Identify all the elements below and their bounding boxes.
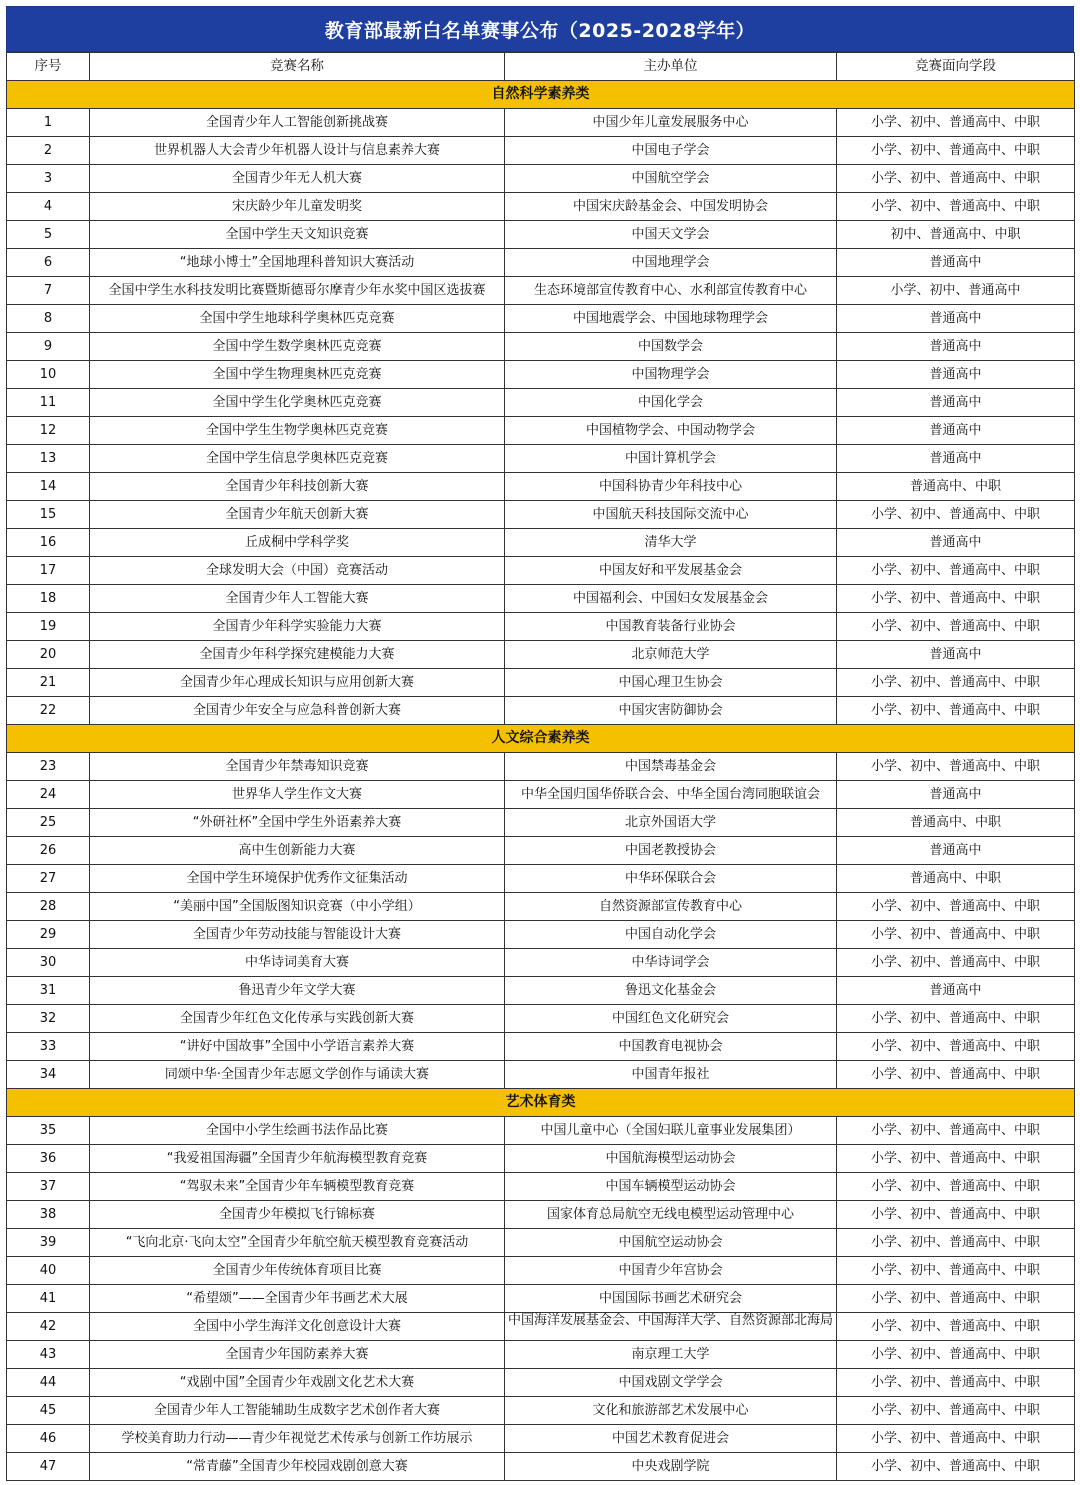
table-row [7,1397,1075,1425]
cell-organizer: 中国福利会、中国妇女发展基金会 [505,585,837,613]
table-row [7,781,1075,809]
cell-competition-name: “外研社杯”全国中学生外语素养大赛 [90,809,505,837]
cell-school-level: 小学、初中、普通高中、中职 [837,1201,1075,1229]
table-row [7,417,1075,445]
cell-school-level: 小学、初中、普通高中、中职 [837,1425,1075,1453]
cell-index: 46 [7,1425,90,1453]
cell-competition-name: 全国中学生物理奥林匹克竞赛 [90,361,505,389]
cell-organizer: 中国地震学会、中国地球物理学会 [505,305,837,333]
cell-competition-name: 同颂中华·全国青少年志愿文学创作与诵读大赛 [90,1061,505,1089]
table-row [7,557,1075,585]
cell-school-level: 小学、初中、普通高中、中职 [837,137,1075,165]
table-row [7,1313,1075,1341]
page-title: 教育部最新白名单赛事公布（2025-2028学年） [6,6,1074,52]
cell-competition-name: 全国青少年科技创新大赛 [90,473,505,501]
table-row [7,529,1075,557]
cell-index: 18 [7,585,90,613]
cell-competition-name: 宋庆龄少年儿童发明奖 [90,193,505,221]
cell-competition-name: 全国中学生水科技发明比赛暨斯德哥尔摩青少年水奖中国区选拔赛 [90,277,505,305]
cell-school-level: 小学、初中、普通高中、中职 [837,165,1075,193]
cell-organizer: 中国艺术教育促进会 [505,1425,837,1453]
cell-organizer: 中国教育装备行业协会 [505,613,837,641]
cell-index: 11 [7,389,90,417]
cell-competition-name: “美丽中国”全国版图知识竞赛（中小学组） [90,893,505,921]
cell-organizer: 中国青少年宫协会 [505,1257,837,1285]
cell-competition-name: “飞向北京·飞向太空”全国青少年航空航天模型教育竞赛活动 [90,1229,505,1257]
cell-index: 39 [7,1229,90,1257]
cell-index: 8 [7,305,90,333]
table-row [7,1229,1075,1257]
cell-organizer: 鲁迅文化基金会 [505,977,837,1005]
cell-school-level: 小学、初中、普通高中、中职 [837,949,1075,977]
cell-school-level: 小学、初中、普通高中、中职 [837,1257,1075,1285]
cell-school-level: 小学、初中、普通高中、中职 [837,921,1075,949]
cell-competition-name: 全国中学生信息学奥林匹克竞赛 [90,445,505,473]
table-row [7,921,1075,949]
cell-index: 17 [7,557,90,585]
cell-organizer: 中国地理学会 [505,249,837,277]
cell-competition-name: “希望颂”——全国青少年书画艺术大展 [90,1285,505,1313]
table-row [7,1117,1075,1145]
table-row [7,193,1075,221]
cell-index: 30 [7,949,90,977]
table-row [7,389,1075,417]
cell-organizer: 中国电子学会 [505,137,837,165]
cell-index: 38 [7,1201,90,1229]
cell-school-level: 普通高中 [837,361,1075,389]
cell-competition-name: 全国青少年心理成长知识与应用创新大赛 [90,669,505,697]
cell-competition-name: 全球发明大会（中国）竞赛活动 [90,557,505,585]
cell-organizer: 中国植物学会、中国动物学会 [505,417,837,445]
cell-index: 6 [7,249,90,277]
cell-index: 5 [7,221,90,249]
cell-school-level: 小学、初中、普通高中、中职 [837,1061,1075,1089]
cell-school-level: 小学、初中、普通高中、中职 [837,1005,1075,1033]
cell-school-level: 小学、初中、普通高中、中职 [837,1313,1075,1341]
cell-school-level: 小学、初中、普通高中、中职 [837,1117,1075,1145]
cell-index: 9 [7,333,90,361]
cell-school-level: 普通高中 [837,837,1075,865]
cell-index: 23 [7,753,90,781]
cell-competition-name: 世界机器人大会青少年机器人设计与信息素养大赛 [90,137,505,165]
cell-organizer: 北京外国语大学 [505,809,837,837]
table-row [7,361,1075,389]
cell-competition-name: 全国青少年禁毒知识竞赛 [90,753,505,781]
table-row [7,501,1075,529]
cell-index: 22 [7,697,90,725]
table-row [7,1033,1075,1061]
table-row [7,1201,1075,1229]
cell-index: 32 [7,1005,90,1033]
cell-competition-name: 全国中学生化学奥林匹克竞赛 [90,389,505,417]
table-row [7,1453,1075,1481]
table-row [7,221,1075,249]
cell-organizer: 中国禁毒基金会 [505,753,837,781]
table-row [7,305,1075,333]
cell-index: 41 [7,1285,90,1313]
cell-school-level: 小学、初中、普通高中、中职 [837,1173,1075,1201]
cell-index: 29 [7,921,90,949]
competition-table [6,52,1075,1481]
cell-organizer: 中国戏剧文学学会 [505,1369,837,1397]
cell-school-level: 小学、初中、普通高中、中职 [837,501,1075,529]
table-row [7,809,1075,837]
table-row [7,1145,1075,1173]
table-row [7,333,1075,361]
table-row [7,1285,1075,1313]
cell-index: 36 [7,1145,90,1173]
cell-school-level: 小学、初中、普通高中、中职 [837,557,1075,585]
cell-school-level: 小学、初中、普通高中、中职 [837,1369,1075,1397]
cell-school-level: 普通高中 [837,249,1075,277]
cell-school-level: 小学、初中、普通高中、中职 [837,1145,1075,1173]
table-row [7,669,1075,697]
table-row [7,1173,1075,1201]
table-row [7,1369,1075,1397]
cell-school-level: 小学、初中、普通高中、中职 [837,1033,1075,1061]
cell-competition-name: 全国青少年航天创新大赛 [90,501,505,529]
cell-organizer: 中华诗词学会 [505,949,837,977]
cell-organizer: 中国教育电视协会 [505,1033,837,1061]
cell-competition-name: 全国中小学生绘画书法作品比赛 [90,1117,505,1145]
cell-competition-name: “讲好中国故事”全国中小学语言素养大赛 [90,1033,505,1061]
table-row [7,1341,1075,1369]
cell-competition-name: “我爱祖国海疆”全国青少年航海模型教育竞赛 [90,1145,505,1173]
cell-school-level: 小学、初中、普通高中、中职 [837,585,1075,613]
cell-organizer: 中国数学会 [505,333,837,361]
cell-school-level: 小学、初中、普通高中、中职 [837,193,1075,221]
cell-index: 14 [7,473,90,501]
table-body [7,81,1075,1481]
cell-index: 20 [7,641,90,669]
cell-organizer: 中央戏剧学院 [505,1453,837,1481]
cell-school-level: 小学、初中、普通高中、中职 [837,1229,1075,1257]
cell-competition-name: 全国青少年人工智能大赛 [90,585,505,613]
table-row [7,641,1075,669]
cell-index: 19 [7,613,90,641]
cell-organizer: 中国海洋发展基金会、中国海洋大学、自然资源部北海局 [505,1313,837,1341]
cell-school-level: 普通高中 [837,781,1075,809]
cell-organizer: 中华全国归国华侨联合会、中华全国台湾同胞联谊会 [505,781,837,809]
cell-index: 2 [7,137,90,165]
cell-competition-name: “戏剧中国”全国青少年戏剧文化艺术大赛 [90,1369,505,1397]
category-label: 自然科学素养类 [7,81,1075,109]
cell-school-level: 普通高中、中职 [837,473,1075,501]
cell-organizer: 中国老教授协会 [505,837,837,865]
cell-organizer: 中国航天科技国际交流中心 [505,501,837,529]
cell-index: 35 [7,1117,90,1145]
cell-index: 4 [7,193,90,221]
table-row [7,249,1075,277]
cell-organizer: 文化和旅游部艺术发展中心 [505,1397,837,1425]
cell-organizer: 北京师范大学 [505,641,837,669]
cell-organizer: 中国天文学会 [505,221,837,249]
cell-school-level: 小学、初中、普通高中、中职 [837,697,1075,725]
table-row [7,697,1075,725]
cell-index: 40 [7,1257,90,1285]
cell-organizer: 中国航空运动协会 [505,1229,837,1257]
category-row [7,725,1075,753]
cell-school-level: 小学、初中、普通高中、中职 [837,1285,1075,1313]
cell-index: 31 [7,977,90,1005]
cell-competition-name: 世界华人学生作文大赛 [90,781,505,809]
cell-competition-name: 中华诗词美育大赛 [90,949,505,977]
cell-competition-name: “地球小博士”全国地理科普知识大赛活动 [90,249,505,277]
table-row [7,753,1075,781]
cell-organizer: 中国灾害防御协会 [505,697,837,725]
cell-index: 44 [7,1369,90,1397]
whitelist-sheet [6,6,1074,1481]
cell-school-level: 小学、初中、普通高中、中职 [837,753,1075,781]
cell-index: 7 [7,277,90,305]
cell-index: 47 [7,1453,90,1481]
cell-organizer: 南京理工大学 [505,1341,837,1369]
cell-organizer: 中国国际书画艺术研究会 [505,1285,837,1313]
cell-index: 15 [7,501,90,529]
cell-index: 12 [7,417,90,445]
cell-index: 1 [7,109,90,137]
header-competition-name: 竞赛名称 [90,53,505,81]
category-label: 人文综合素养类 [7,725,1075,753]
cell-school-level: 小学、初中、普通高中、中职 [837,1341,1075,1369]
cell-school-level: 小学、初中、普通高中、中职 [837,893,1075,921]
category-row [7,1089,1075,1117]
header-organizer: 主办单位 [505,53,837,81]
cell-index: 42 [7,1313,90,1341]
cell-index: 13 [7,445,90,473]
cell-school-level: 小学、初中、普通高中 [837,277,1075,305]
cell-competition-name: 全国中小学生海洋文化创意设计大赛 [90,1313,505,1341]
cell-index: 25 [7,809,90,837]
cell-school-level: 普通高中 [837,389,1075,417]
cell-school-level: 普通高中 [837,641,1075,669]
cell-index: 26 [7,837,90,865]
cell-index: 3 [7,165,90,193]
table-row [7,109,1075,137]
cell-competition-name: 鲁迅青少年文学大赛 [90,977,505,1005]
cell-index: 34 [7,1061,90,1089]
cell-index: 21 [7,669,90,697]
header-school-level: 竞赛面向学段 [837,53,1075,81]
cell-competition-name: 全国青少年人工智能创新挑战赛 [90,109,505,137]
cell-competition-name: 高中生创新能力大赛 [90,837,505,865]
cell-organizer: 中国车辆模型运动协会 [505,1173,837,1201]
cell-organizer: 中国航海模型运动协会 [505,1145,837,1173]
cell-school-level: 小学、初中、普通高中、中职 [837,669,1075,697]
table-row [7,277,1075,305]
cell-competition-name: 丘成桐中学科学奖 [90,529,505,557]
cell-school-level: 普通高中 [837,977,1075,1005]
cell-organizer: 自然资源部宣传教育中心 [505,893,837,921]
category-label: 艺术体育类 [7,1089,1075,1117]
cell-organizer: 中国计算机学会 [505,445,837,473]
category-row [7,81,1075,109]
cell-competition-name: 全国青少年劳动技能与智能设计大赛 [90,921,505,949]
cell-school-level: 普通高中 [837,529,1075,557]
cell-school-level: 初中、普通高中、中职 [837,221,1075,249]
table-row [7,893,1075,921]
header-index: 序号 [7,53,90,81]
cell-organizer: 中国少年儿童发展服务中心 [505,109,837,137]
cell-organizer: 生态环境部宣传教育中心、水利部宣传教育中心 [505,277,837,305]
cell-organizer: 清华大学 [505,529,837,557]
cell-school-level: 普通高中 [837,305,1075,333]
cell-competition-name: 全国中学生环境保护优秀作文征集活动 [90,865,505,893]
cell-school-level: 小学、初中、普通高中、中职 [837,109,1075,137]
cell-competition-name: 全国青少年模拟飞行锦标赛 [90,1201,505,1229]
table-row [7,977,1075,1005]
cell-organizer: 中国自动化学会 [505,921,837,949]
cell-index: 27 [7,865,90,893]
cell-competition-name: 全国青少年红色文化传承与实践创新大赛 [90,1005,505,1033]
table-row [7,585,1075,613]
cell-school-level: 小学、初中、普通高中、中职 [837,613,1075,641]
cell-competition-name: 全国中学生数学奥林匹克竞赛 [90,333,505,361]
cell-competition-name: 全国青少年人工智能辅助生成数字艺术创作者大赛 [90,1397,505,1425]
table-row [7,1425,1075,1453]
cell-organizer: 中国宋庆龄基金会、中国发明协会 [505,193,837,221]
cell-organizer: 中国心理卫生协会 [505,669,837,697]
cell-school-level: 普通高中、中职 [837,865,1075,893]
cell-organizer: 国家体育总局航空无线电模型运动管理中心 [505,1201,837,1229]
cell-competition-name: 全国中学生生物学奥林匹克竞赛 [90,417,505,445]
table-row [7,1257,1075,1285]
table-row [7,613,1075,641]
table-row [7,137,1075,165]
cell-competition-name: “驾驭未来”全国青少年车辆模型教育竞赛 [90,1173,505,1201]
cell-index: 43 [7,1341,90,1369]
cell-school-level: 普通高中 [837,417,1075,445]
cell-competition-name: 全国中学生天文知识竞赛 [90,221,505,249]
table-row [7,1061,1075,1089]
cell-index: 45 [7,1397,90,1425]
cell-index: 24 [7,781,90,809]
cell-organizer: 中国青年报社 [505,1061,837,1089]
cell-organizer: 中华环保联合会 [505,865,837,893]
table-row [7,165,1075,193]
cell-index: 33 [7,1033,90,1061]
table-row [7,949,1075,977]
cell-competition-name: 全国青少年安全与应急科普创新大赛 [90,697,505,725]
table-row [7,473,1075,501]
cell-organizer: 中国化学会 [505,389,837,417]
table-row [7,837,1075,865]
cell-organizer: 中国科协青少年科技中心 [505,473,837,501]
cell-school-level: 普通高中、中职 [837,809,1075,837]
cell-competition-name: 学校美育助力行动——青少年视觉艺术传承与创新工作坊展示 [90,1425,505,1453]
cell-school-level: 普通高中 [837,333,1075,361]
table-header-row [7,53,1075,81]
cell-index: 16 [7,529,90,557]
cell-competition-name: “常青藤”全国青少年校园戏剧创意大赛 [90,1453,505,1481]
table-row [7,865,1075,893]
cell-competition-name: 全国青少年科学实验能力大赛 [90,613,505,641]
cell-organizer: 中国航空学会 [505,165,837,193]
cell-index: 37 [7,1173,90,1201]
cell-organizer: 中国友好和平发展基金会 [505,557,837,585]
cell-organizer: 中国红色文化研究会 [505,1005,837,1033]
cell-school-level: 普通高中 [837,445,1075,473]
table-row [7,445,1075,473]
cell-competition-name: 全国中学生地球科学奥林匹克竞赛 [90,305,505,333]
cell-organizer: 中国物理学会 [505,361,837,389]
cell-competition-name: 全国青少年科学探究建模能力大赛 [90,641,505,669]
cell-organizer: 中国儿童中心（全国妇联儿童事业发展集团） [505,1117,837,1145]
cell-school-level: 小学、初中、普通高中、中职 [837,1397,1075,1425]
cell-school-level: 小学、初中、普通高中、中职 [837,1453,1075,1481]
cell-competition-name: 全国青少年传统体育项目比赛 [90,1257,505,1285]
cell-competition-name: 全国青少年国防素养大赛 [90,1341,505,1369]
cell-index: 28 [7,893,90,921]
cell-competition-name: 全国青少年无人机大赛 [90,165,505,193]
cell-index: 10 [7,361,90,389]
table-row [7,1005,1075,1033]
